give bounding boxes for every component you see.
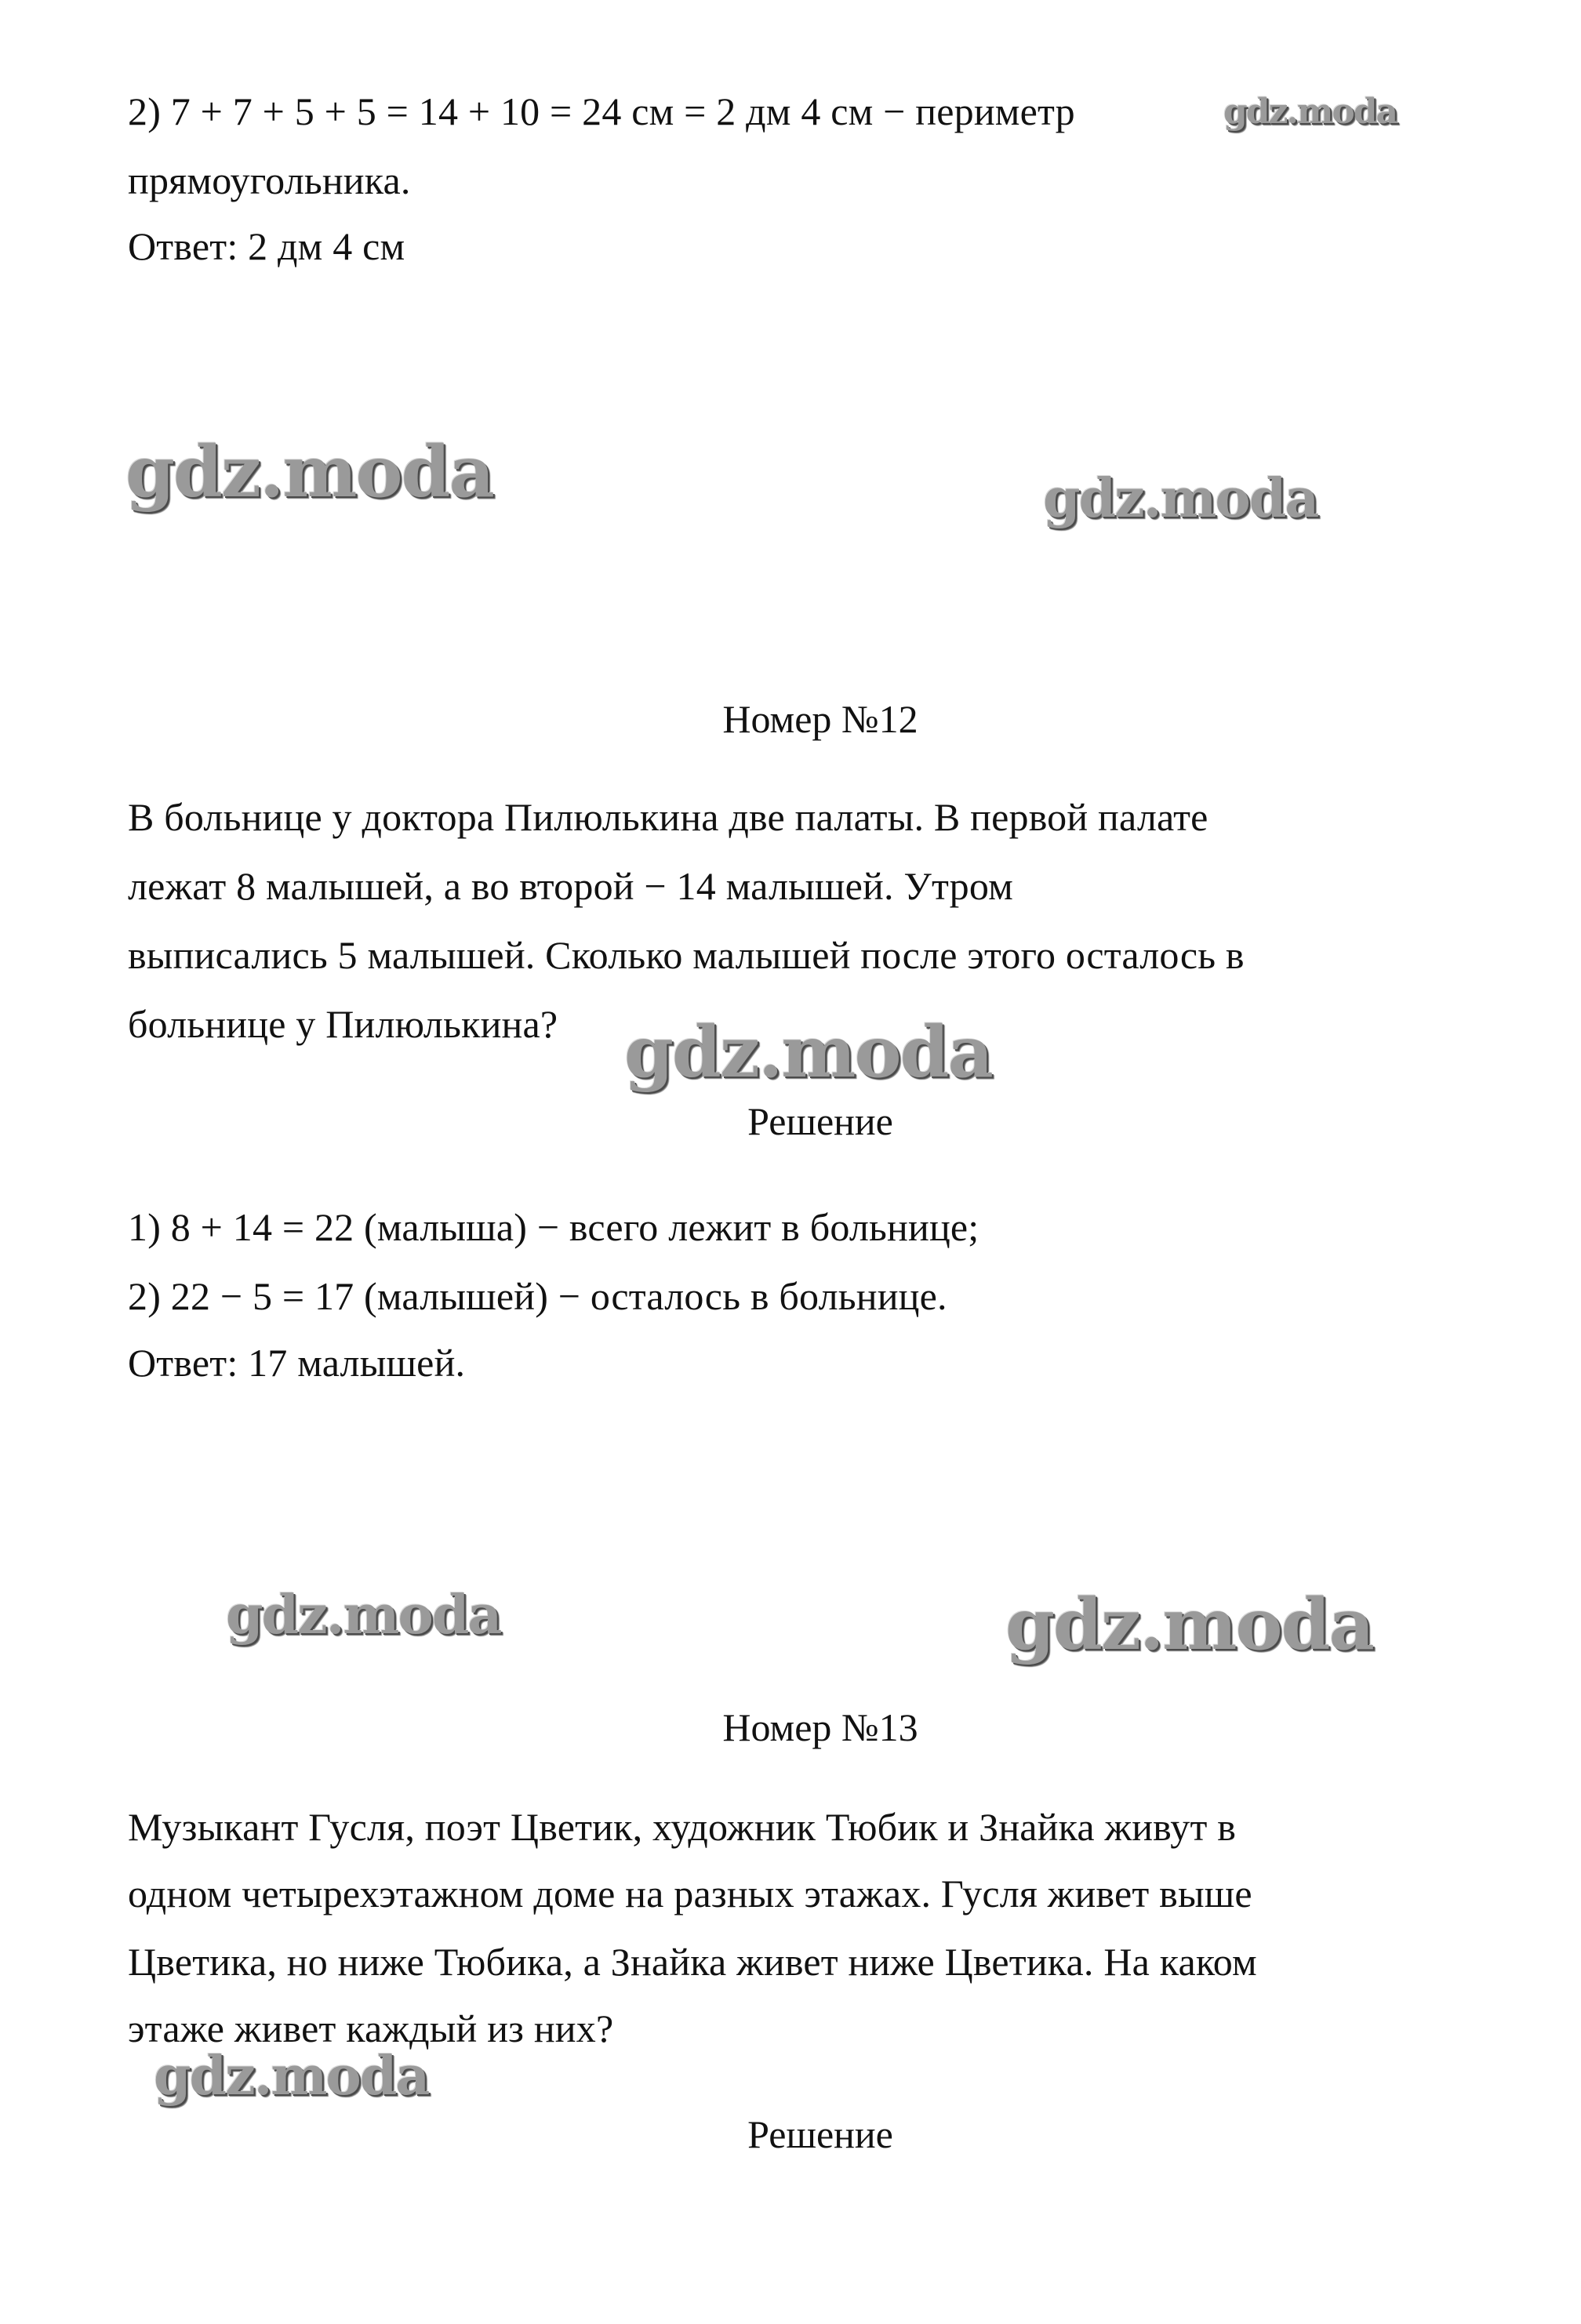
task12-problem-line-2: лежат 8 малышей, а во второй − 14 малышей. Утром (128, 864, 1013, 908)
watermark-logo: gdz.moda (154, 2045, 429, 2108)
task13-solution-heading: Решение (747, 2112, 893, 2156)
watermark-logo: gdz.moda (1043, 467, 1318, 530)
watermark-logo: gdz.moda (1223, 92, 1397, 132)
task12-solution-line-1: 1) 8 + 14 = 22 (малыша) − всего лежит в больнице; (128, 1205, 979, 1249)
task12-title: Номер №12 (722, 697, 918, 741)
watermark-logo: gdz.moda (226, 1584, 501, 1647)
prev-solution-line-2: 2) 7 + 7 + 5 + 5 = 14 + 10 = 24 см = 2 дм 4 см − периметр (128, 89, 1075, 133)
task12-answer: Ответ: 17 малышей. (128, 1341, 466, 1385)
task13-problem-line-3: Цветика, но ниже Тюбика, а Знайка живет ниже Цветика. На каком (128, 1940, 1257, 1984)
task13-problem-line-2: одном четырехэтажном доме на разных этажах. Гусля живет выше (128, 1872, 1252, 1915)
task12-problem-line-1: В больнице у доктора Пилюлькина две палаты. В первой палате (128, 795, 1208, 839)
task13-problem-line-4: этаже живет каждый из них? (128, 2006, 614, 2050)
task12-problem-line-4: больнице у Пилюлькина? (128, 1002, 558, 1046)
task13-title: Номер №13 (722, 1705, 918, 1749)
task12-solution-heading: Решение (747, 1099, 893, 1143)
task13-problem-line-1: Музыкант Гусля, поэт Цветик, художник Тюбик и Знайка живут в (128, 1805, 1237, 1849)
prev-answer: Ответ: 2 дм 4 см (128, 224, 405, 268)
task12-problem-line-3: выписались 5 малышей. Сколько малышей после этого осталось в (128, 933, 1245, 977)
watermark-logo: gdz.moda (624, 1011, 992, 1094)
watermark-logo: gdz.moda (1005, 1583, 1373, 1666)
task12-solution-line-2: 2) 22 − 5 = 17 (малышей) − осталось в больнице. (128, 1274, 947, 1318)
prev-solution-line-2-cont: прямоугольника. (128, 158, 411, 202)
watermark-logo: gdz.moda (125, 430, 493, 514)
